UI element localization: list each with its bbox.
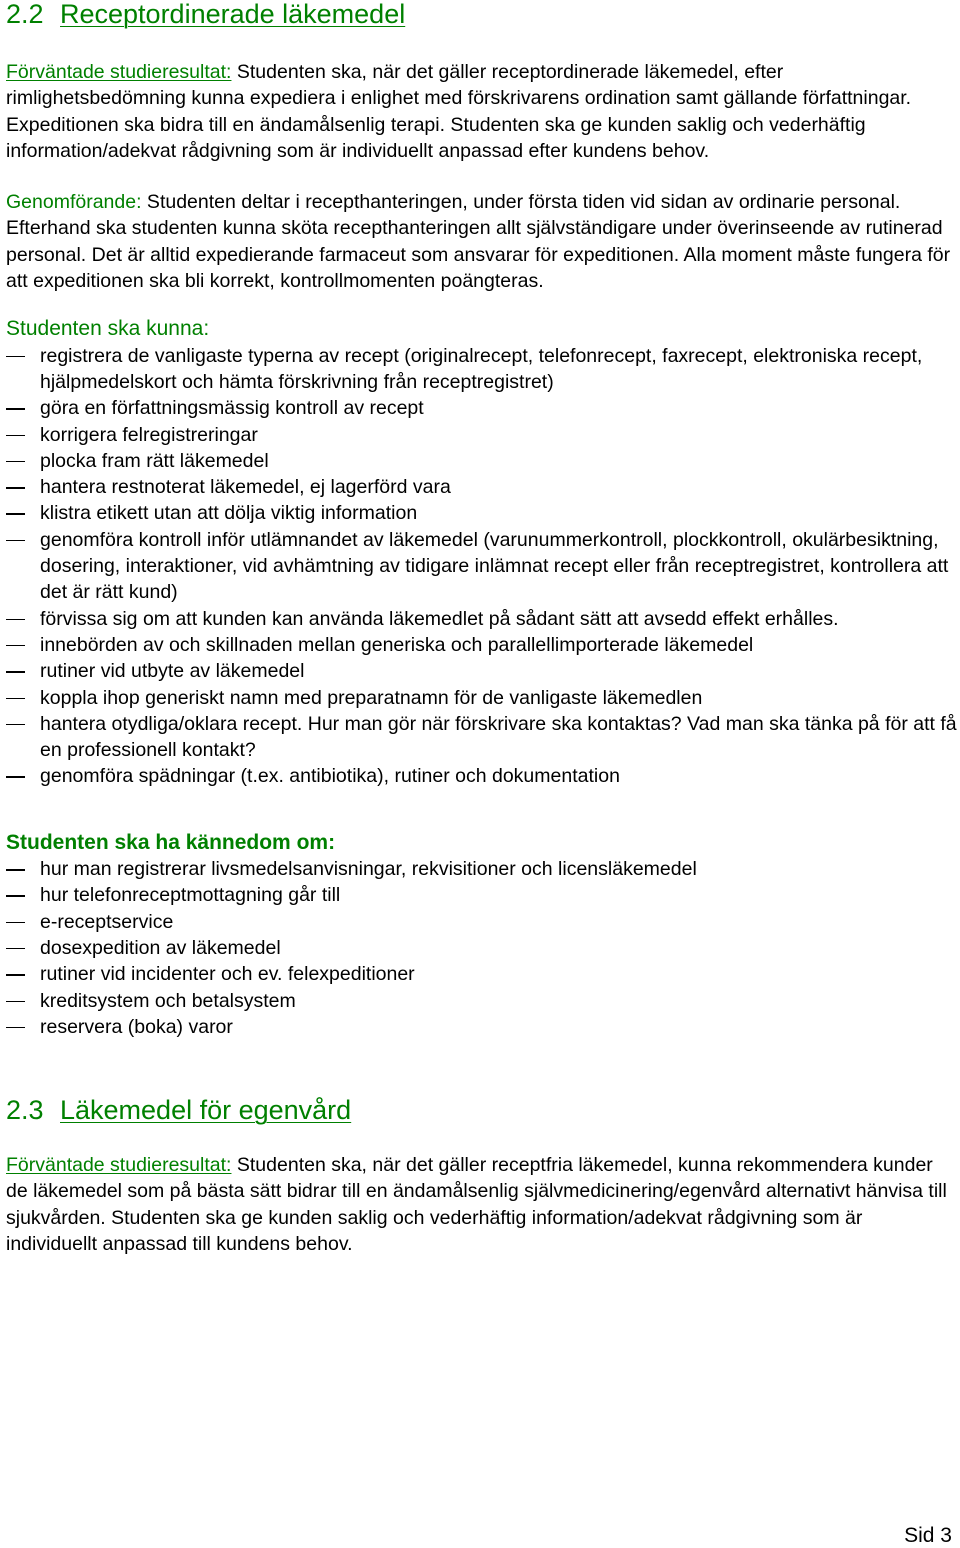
knowledge-heading: Studenten ska ha kännedom om:	[6, 830, 336, 854]
dash-icon	[6, 435, 25, 437]
list-item: registrera de vanligaste typerna av recept (originalrecept, telefonrecept, faxrecept, elektroniska recept, hjälpmedelskort och hämta förskrivning från receptregistret)	[6, 343, 958, 396]
expected-results-label: Förväntade studieresultat:	[6, 61, 232, 83]
list-item: göra en författningsmässig kontroll av recept	[6, 395, 958, 421]
list-item: e-receptservice	[6, 909, 958, 935]
list-item: genomföra kontroll inför utlämnandet av läkemedel (varunummerkontroll, plockkontroll, okulärbesiktning, dosering, interaktioner, vid avhämtning av tidigare inlämnat recept eller från receptregistret, kontrollera att det är rätt kund)	[6, 527, 958, 606]
dash-icon	[6, 724, 25, 726]
dash-icon	[6, 922, 25, 924]
section-heading-2-2	[6, 0, 958, 30]
implementation-label: Genomförande:	[6, 191, 142, 214]
list-item: klistra etikett utan att dölja viktig information	[6, 500, 958, 526]
dash-icon	[6, 461, 25, 463]
list-item: koppla ihop generiskt namn med preparatnamn för de vanligaste läkemedlen	[6, 685, 958, 711]
dash-icon	[6, 1001, 25, 1003]
knowledge-list	[6, 856, 958, 1040]
expected-results-text: Studenten ska, när det gäller receptfria läkemedel, kunna rekommendera kunder de läkemedel som på bästa sätt bidrar till en ändamålsenlig självmedicinering/egenvård alternativt hänvisa till sjukvården. Studenten ska ge kunden saklig och vederhäftig information/adekvat rådgivning som är individuellt anpassad till kundens behov.	[6, 1154, 947, 1255]
can-list	[6, 343, 958, 790]
dash-icon	[6, 671, 25, 673]
dash-icon	[6, 356, 25, 358]
expected-results-text: Studenten ska, när det gäller receptordinerade läkemedel, efter rimlighetsbedömning kunna expediera i enlighet med förskrivarens ordination samt gällande författningar. Expeditionen ska bidra till en ändamålsenlig terapi. Studenten ska ge kunden saklig och vederhäftig information/adekvat rådgivning som är individuellt anpassad efter kundens behov.	[6, 61, 912, 162]
page-number: Sid 3	[904, 1524, 952, 1547]
dash-icon	[6, 698, 25, 700]
list-item: korrigera felregistreringar	[6, 422, 958, 448]
list-item: hantera restnoterat läkemedel, ej lagerförd vara	[6, 474, 958, 500]
list-item: förvissa sig om att kunden kan använda läkemedlet på sådant sätt att avsedd effekt erhålles.	[6, 606, 958, 632]
list-item: hur telefonreceptmottagning går till	[6, 882, 958, 908]
expected-results-paragraph-2-3	[6, 1152, 958, 1257]
list-item: rutiner vid utbyte av läkemedel	[6, 658, 958, 684]
list-item: kreditsystem och betalsystem	[6, 988, 958, 1014]
dash-icon	[6, 776, 25, 778]
section-heading-2-3	[6, 1094, 958, 1126]
page-content	[6, 0, 958, 1257]
dash-icon	[6, 619, 25, 621]
list-item: reservera (boka) varor	[6, 1014, 958, 1040]
dash-icon	[6, 645, 25, 647]
expected-results-label: Förväntade studieresultat:	[6, 1154, 232, 1177]
dash-icon	[6, 540, 25, 542]
section-title: Receptordinerade läkemedel	[60, 0, 406, 29]
dash-icon	[6, 487, 25, 489]
list-item: plocka fram rätt läkemedel	[6, 448, 958, 474]
list-item: genomföra spädningar (t.ex. antibiotika), rutiner och dokumentation	[6, 763, 958, 789]
expected-results-paragraph	[6, 59, 958, 164]
list-item: dosexpedition av läkemedel	[6, 935, 958, 961]
implementation-text: Studenten deltar i recepthanteringen, under första tiden vid sidan av ordinarie personal. Efterhand ska studenten kunna sköta recepthanteringen allt självständigare under överinseende av rutinerad personal. Det är alltid expedierande farmaceut som ansvarar för expeditionen. Alla moment måste fungera för att expeditionen ska bli korrekt, kontrollmomenten poängteras.	[6, 191, 951, 293]
dash-icon	[6, 895, 25, 897]
section-number: 2.2	[6, 0, 44, 29]
section-title: Läkemedel för egenvård	[60, 1095, 352, 1126]
list-item: innebörden av och skillnaden mellan generiska och parallellimporterade läkemedel	[6, 632, 958, 658]
list-item: hantera otydliga/oklara recept. Hur man gör när förskrivare ska kontaktas? Vad man ska tänka på för att få en professionell kontakt?	[6, 711, 958, 764]
dash-icon	[6, 974, 25, 976]
dash-icon	[6, 869, 25, 871]
dash-icon	[6, 948, 25, 950]
list-item: hur man registrerar livsmedelsanvisningar, rekvisitioner och licensläkemedel	[6, 856, 958, 882]
dash-icon	[6, 513, 25, 515]
dash-icon	[6, 1027, 25, 1029]
section-number: 2.3	[6, 1095, 44, 1126]
can-heading: Studenten ska kunna:	[6, 317, 210, 341]
implementation-paragraph	[6, 189, 958, 294]
dash-icon	[6, 408, 25, 410]
list-item: rutiner vid incidenter och ev. felexpeditioner	[6, 961, 958, 987]
